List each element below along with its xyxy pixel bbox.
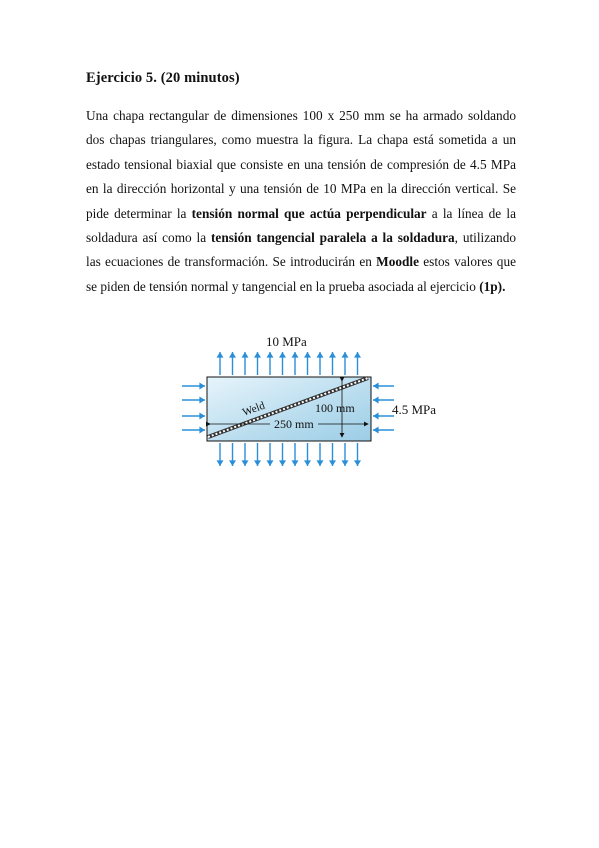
stress-arrow-down (267, 443, 274, 466)
stress-arrow-left (373, 383, 394, 390)
stress-arrow-left (373, 427, 394, 434)
stress-arrow-right (182, 427, 205, 434)
stress-arrow-down (242, 443, 249, 466)
text-run: Una chapa rectangular de dimensiones 100 x 250 mm se ha armado soldando dos chapas triangulares, como muestra la figura. La chapa está sometida a un estado tensional biaxial que consiste en una tensión de compresión de 4.5 MPa en la dirección horizontal y una tensión de 10 MPa en la dirección vertical. Se pide determinar la (86, 108, 516, 221)
stress-arrow-up (242, 352, 249, 375)
stress-arrow-down (229, 443, 236, 466)
top-stress-arrows (217, 352, 362, 375)
exercise-statement (86, 104, 516, 299)
text-run: estos valores que se piden de tensión normal y tangencial en la prueba asociada al ejercicio (86, 254, 516, 294)
bold-text-run: tensión tangencial paralela a la soldadura (211, 230, 455, 246)
text-run: a la línea de la soldadura así como la (86, 205, 516, 246)
stress-arrow-up (354, 352, 361, 375)
bold-text-run: tensión normal que actúa perpendicular (191, 205, 427, 221)
left-stress-arrows (182, 383, 205, 434)
stress-arrow-up (329, 352, 336, 375)
right-stress-arrows (373, 383, 394, 434)
stress-arrow-up (292, 352, 299, 375)
stress-arrow-up (229, 352, 236, 375)
stress-arrow-down (292, 443, 299, 466)
bold-text-run: Moodle (376, 254, 419, 270)
stress-arrow-down (279, 443, 286, 466)
stress-arrow-down (317, 443, 324, 466)
stress-arrow-down (217, 443, 224, 466)
width-label: 250 mm (274, 417, 314, 431)
stress-arrow-right (182, 413, 205, 420)
stress-arrow-up (342, 352, 349, 375)
stress-arrow-down (304, 443, 311, 466)
stress-arrow-up (254, 352, 261, 375)
stress-arrow-down (254, 443, 261, 466)
stress-arrow-down (342, 443, 349, 466)
height-label: 100 mm (315, 401, 355, 415)
stress-arrow-left (373, 413, 394, 420)
stress-arrow-up (304, 352, 311, 375)
stress-arrow-right (182, 383, 205, 390)
vertical-stress-label: 10 MPa (266, 334, 307, 349)
stress-arrow-down (329, 443, 336, 466)
exercise-title: Ejercicio 5. (20 minutos) (86, 70, 240, 86)
stress-arrow-right (182, 397, 205, 404)
bold-text-run: (1p). (479, 278, 506, 294)
stress-arrow-down (354, 443, 361, 466)
text-run: , utilizando las ecuaciones de transformación. Se introducirán en (86, 230, 517, 270)
biaxial-stress-figure (178, 330, 458, 475)
stress-arrow-up (317, 352, 324, 375)
stress-arrow-up (267, 352, 274, 375)
stress-arrow-up (279, 352, 286, 375)
bottom-stress-arrows (217, 443, 362, 466)
horizontal-stress-label: 4.5 MPa (392, 402, 437, 417)
weld-label: Weld (240, 399, 267, 419)
stress-arrow-up (217, 352, 224, 375)
stress-arrow-left (373, 397, 394, 404)
